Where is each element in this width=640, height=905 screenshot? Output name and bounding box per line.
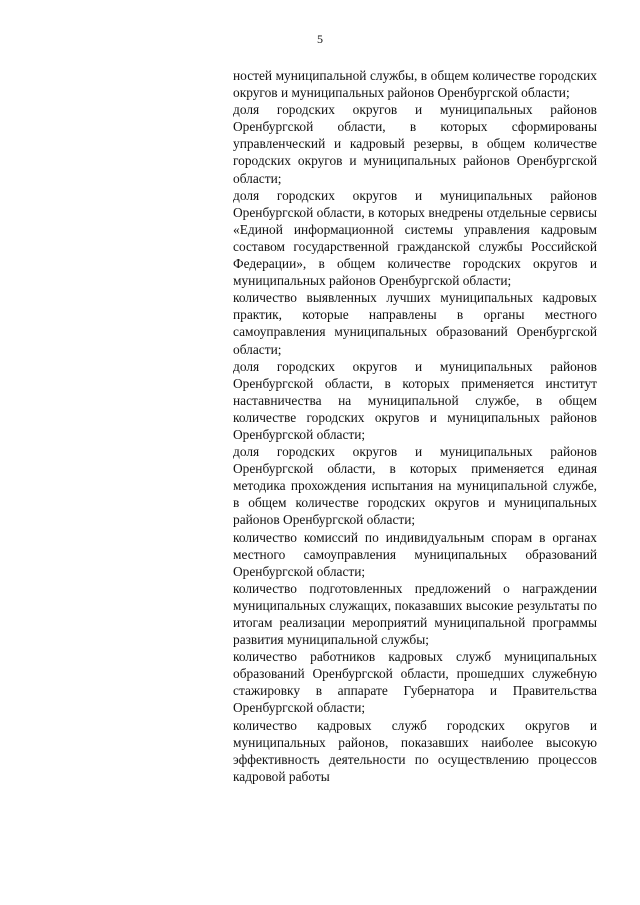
page-number: 5: [317, 32, 323, 46]
paragraph-8: количество подготовленных предложений о награждении муниципальных служащих, показавших высокие результаты по итогам реализации мероприятий муниципальной программы развития муниципальной службы;: [233, 580, 597, 648]
paragraph-2: доля городских округов и муниципальных районов Оренбургской области, в которых сформированы управленческий и кадровый резервы, в общем количестве городских округов и муниципальных районов Оренбургской области;: [233, 102, 597, 186]
paragraph-5: доля городских округов и муниципальных районов Оренбургской области, в которых применяется институт наставничества на муниципальной службе, в общем количестве городских округов и муниципальных районов Оренбургской области;: [233, 358, 597, 442]
paragraph-3: доля городских округов и муниципальных районов Оренбургской области, в которых внедрены отдельные сервисы «Единой информационной системы управления кадровым составом государственной гражданской службы Российской Федерации», в общем количестве городских округов и муниципальных районов Оренбургской области;: [233, 187, 597, 289]
paragraph-9: количество работников кадровых служб муниципальных образований Оренбургской области, прошедших служебную стажировку в аппарате Губернатора и Правительства Оренбургской области;: [233, 649, 597, 716]
document-body: [233, 67, 597, 785]
paragraph-1: ностей муниципальной службы, в общем количестве городских округов и муниципальных районов Оренбургской области;: [233, 68, 597, 101]
paragraph-4: количество выявленных лучших муниципальных кадровых практик, которые направлены в органы местного самоуправления муниципальных образований Оренбургской области;: [233, 290, 597, 357]
paragraph-7: количество комиссий по индивидуальным спорам в органах местного самоуправления муниципальных образований Оренбургской области;: [233, 529, 597, 579]
paragraph-6: доля городских округов и муниципальных районов Оренбургской области, в которых применяется единая методика прохождения испытания на муниципальной службе, в общем количестве городских округов и муниципальных районов Оренбургской области;: [233, 444, 597, 528]
paragraph-10: количество кадровых служб городских округов и муниципальных районов, показавших наиболее высокую эффективность деятельности по осуществлению процессов кадровой работы: [233, 717, 597, 784]
